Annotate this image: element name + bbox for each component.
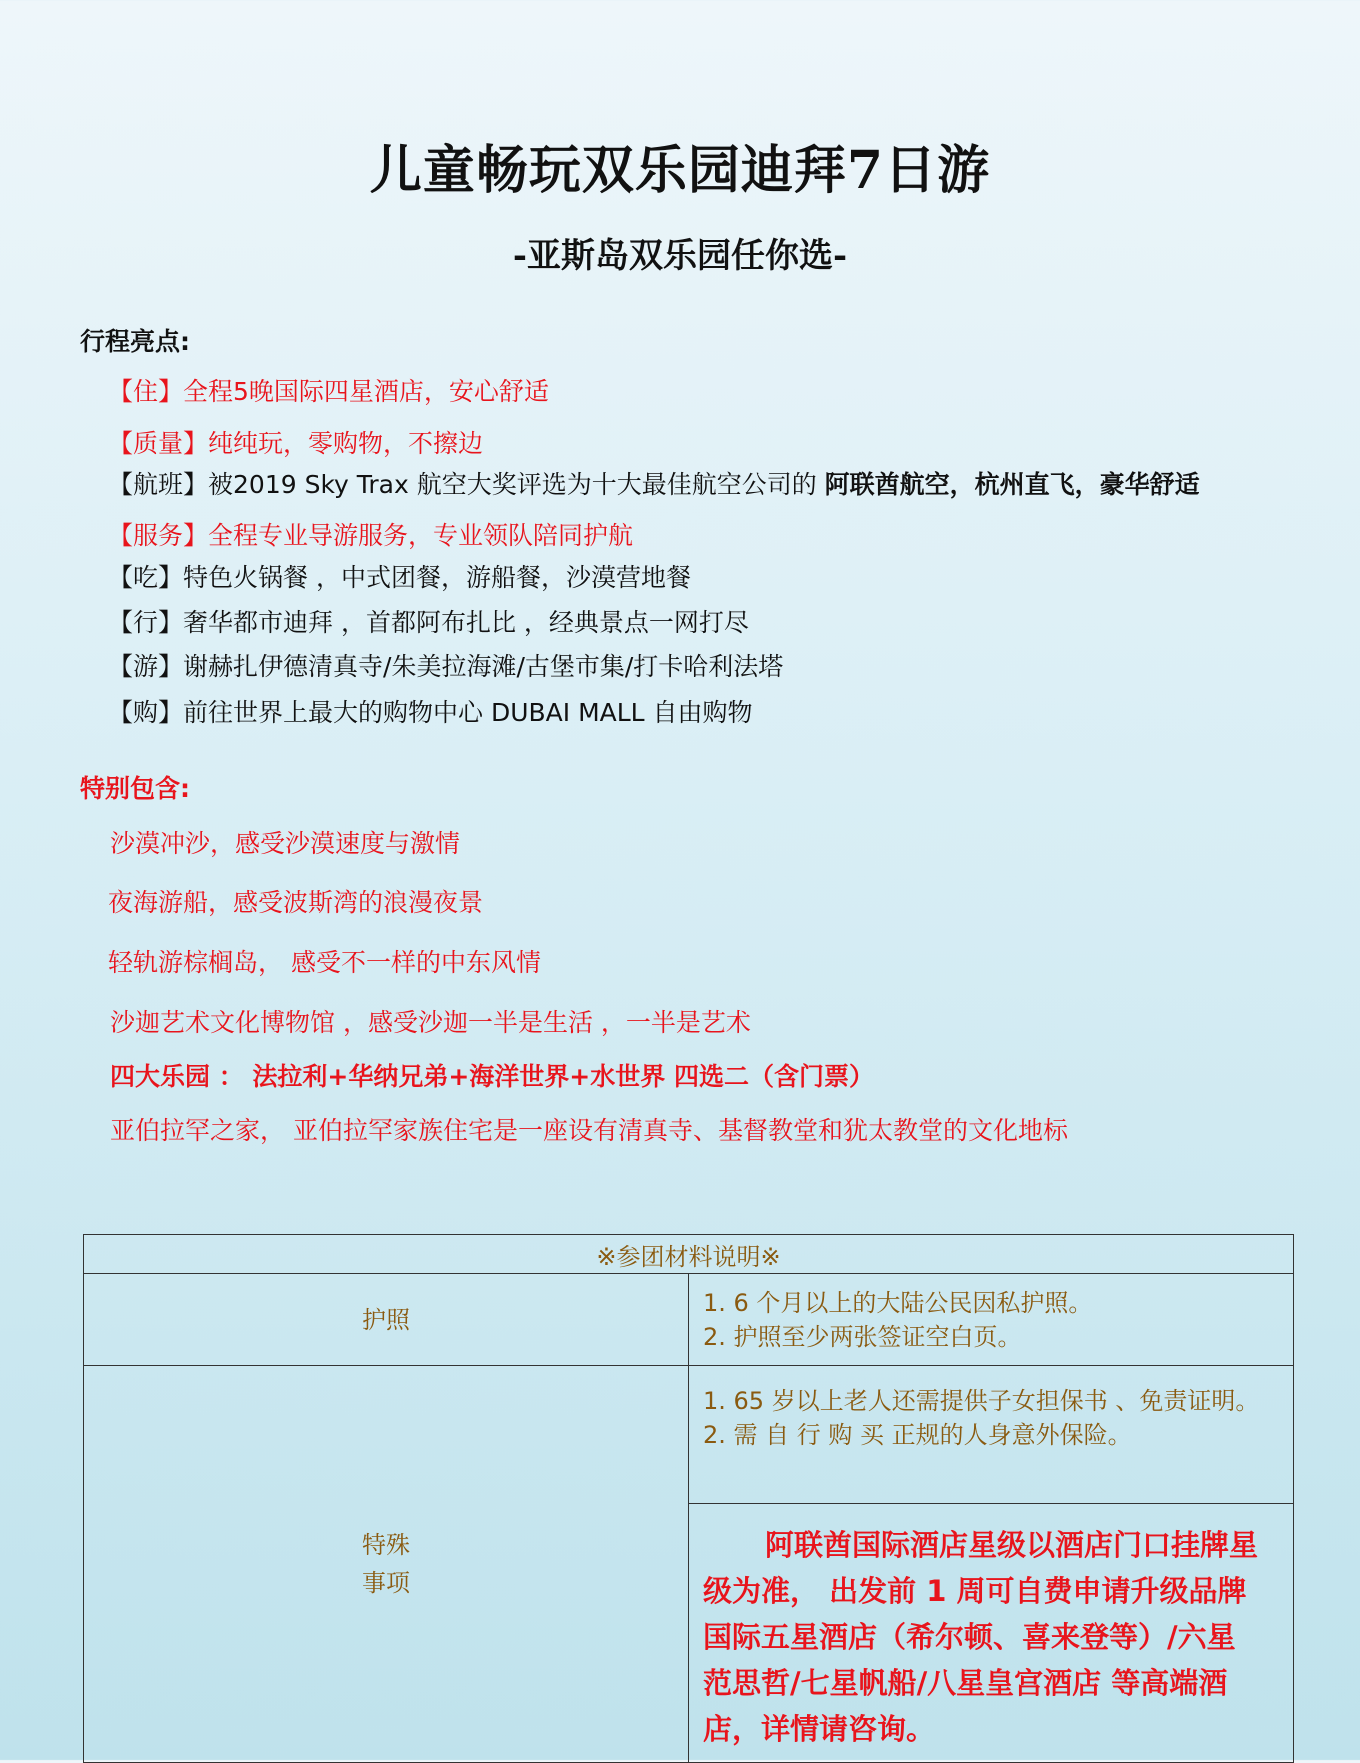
special-item: 夜海游船，感受波斯湾的浪漫夜景 xyxy=(108,888,484,917)
hotel-upgrade-note: 阿联酋国际酒店星级以酒店门口挂牌星级为准， 出发前 1 周可自费申请升级品牌国际五星酒店（希尔顿、喜来登等）/六星范思哲/七星帆船/八星皇宫酒店 等高端酒店，详情请咨询。 xyxy=(689,1504,1294,1763)
highlight-item: 【航班】被2019 Sky Trax 航空大奖评选为十大最佳航空公司的 阿联酋航空，杭州直飞，豪华舒适 xyxy=(108,470,1200,499)
special-matters-item: 2. 需 自 行 购 买 正规的人身意外保险。 xyxy=(703,1421,1132,1449)
highlight-item: 【游】谢赫扎伊德清真寺/朱美拉海滩/古堡市集/打卡哈利法塔 xyxy=(108,652,784,681)
special-matters-requirements xyxy=(689,1366,1294,1504)
highlight-item: 【质量】纯纯玩，零购物，不擦边 xyxy=(108,429,484,458)
special-matters-label: 特殊 事项 xyxy=(84,1366,689,1763)
special-item: 亚伯拉罕之家， 亚伯拉罕家族住宅是一座设有清真寺、基督教堂和犹太教堂的文化地标 xyxy=(110,1116,1068,1145)
page-subtitle: -亚斯岛双乐园任你选- xyxy=(512,236,848,276)
highlight-item: 【购】前往世界上最大的购物中心 DUBAI MALL 自由购物 xyxy=(108,698,753,727)
special-item: 沙漠冲沙，感受沙漠速度与激情 xyxy=(110,829,461,858)
highlight-item: 【吃】特色火锅餐 ，中式团餐，游船餐，沙漠营地餐 xyxy=(108,563,691,592)
passport-item: 2. 护照至少两张签证空白页。 xyxy=(703,1322,1022,1351)
materials-title: ※参团材料说明※ xyxy=(84,1235,1294,1274)
passport-item: 1. 6 个月以上的大陆公民因私护照。 xyxy=(703,1288,1093,1317)
highlights-heading: 行程亮点: xyxy=(80,327,190,356)
page-title: 儿童畅玩双乐园迪拜7日游 xyxy=(369,140,991,201)
highlight-item: 【住】全程5晚国际四星酒店，安心舒适 xyxy=(108,377,549,406)
materials-table xyxy=(83,1234,1294,1763)
passport-requirements xyxy=(689,1274,1294,1366)
special-matters-item: 1. 65 岁以上老人还需提供子女担保书 、免责证明。 xyxy=(703,1387,1260,1415)
passport-label: 护照 xyxy=(84,1274,689,1366)
special-heading: 特别包含: xyxy=(80,774,190,803)
special-item: 沙迦艺术文化博物馆 ，感受沙迦一半是生活 ，一半是艺术 xyxy=(110,1008,751,1037)
highlight-item: 【服务】全程专业导游服务，专业领队陪同护航 xyxy=(108,521,634,550)
special-item: 四大乐园 ： 法拉利+华纳兄弟+海洋世界+水世界 四选二（含门票） xyxy=(110,1062,874,1091)
highlight-item: 【行】奢华都市迪拜 ，首都阿布扎比 ，经典景点一网打尽 xyxy=(108,608,749,637)
special-item: 轻轨游棕榈岛， 感受不一样的中东风情 xyxy=(108,948,541,977)
